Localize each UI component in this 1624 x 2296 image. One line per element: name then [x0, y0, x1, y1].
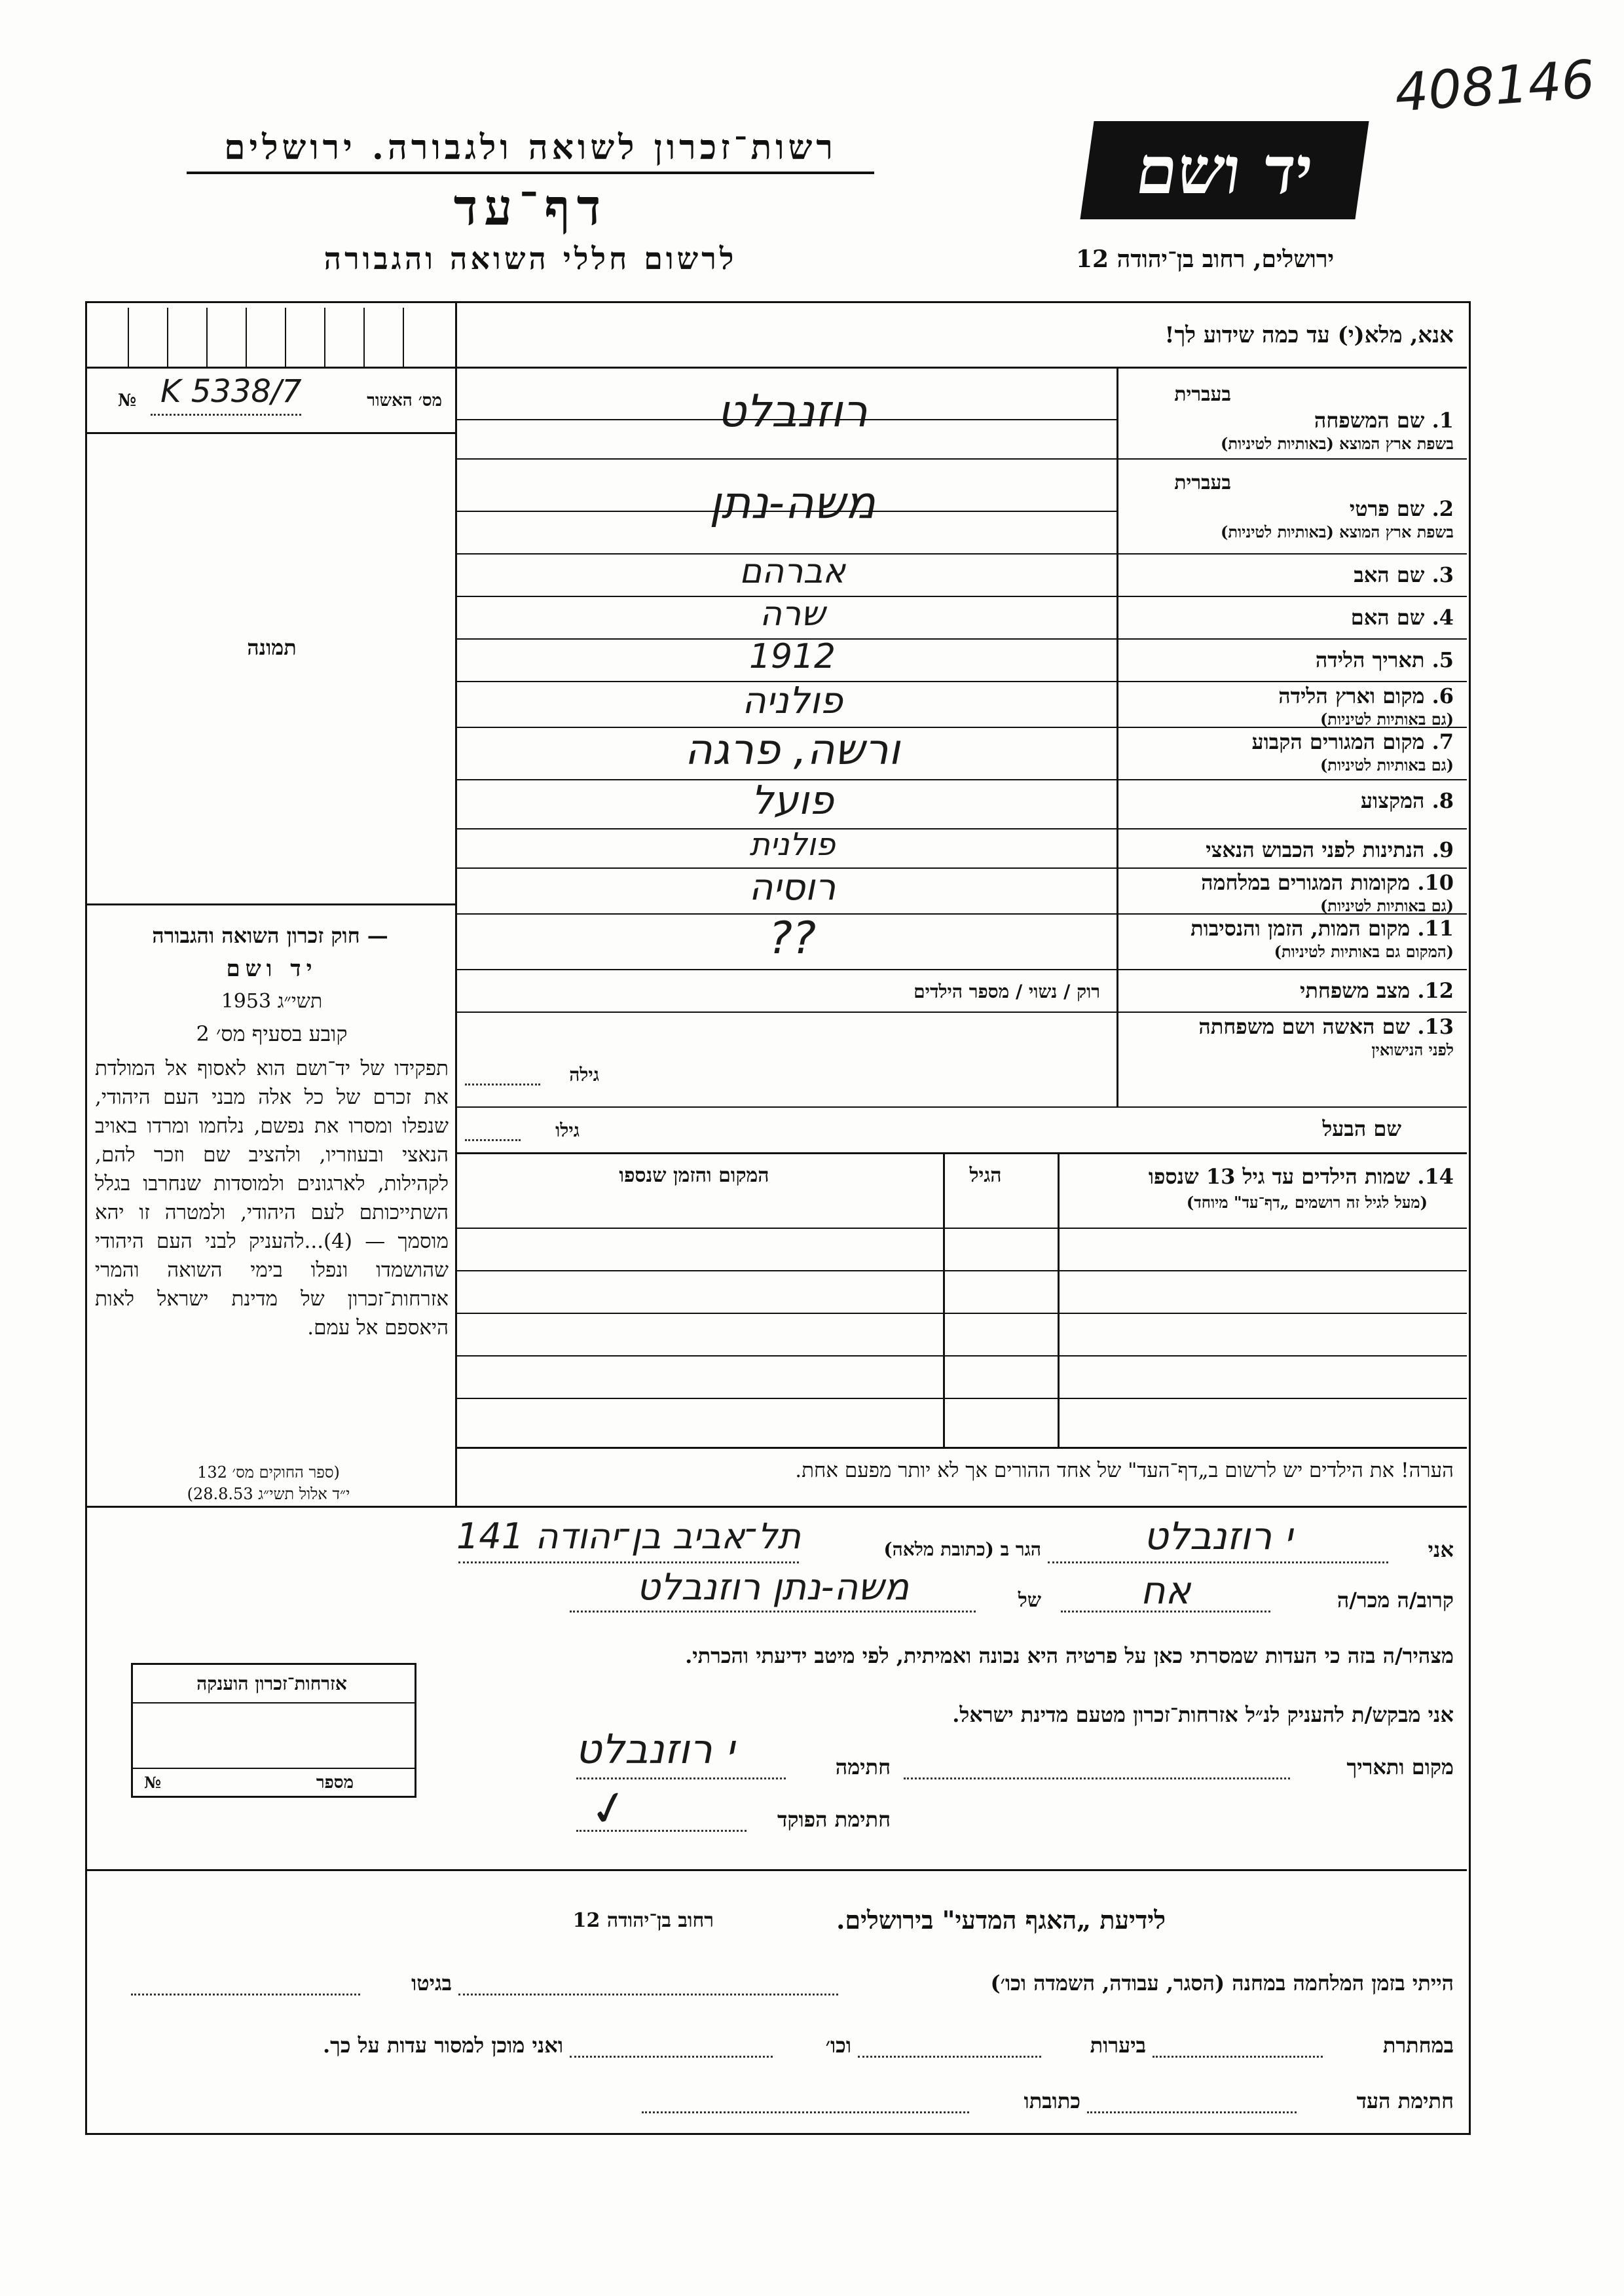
field-label-4: 4. שם האם [1350, 605, 1454, 630]
field-sublabel-10: (גם באותיות לטיניות) [1320, 896, 1454, 915]
field-sublabel-2: בשפת ארץ המוצא (באותיות לטיניות) [1221, 522, 1454, 541]
field-label-1: 1. שם המשפחה [1314, 408, 1454, 433]
footer-notice-title: לידיעת „האגף המדעי" בירושלים. [836, 1905, 1166, 1935]
form-subtitle: לרשום חללי השואה והגבורה [323, 241, 737, 276]
photo-label: תמונה [247, 635, 297, 660]
husband-label: שם הבעל [1322, 1116, 1401, 1141]
decl-lives-label: הגר ב (כתובת מלאה) [883, 1539, 1041, 1560]
law-section: קובע בסעיף מס׳ 2 [196, 1021, 348, 1046]
field-value-1: רוזנבלט [717, 385, 868, 437]
officer-signature: ✓ [583, 1777, 635, 1840]
field-value-6: פולניה [742, 680, 843, 722]
signature-value: י רוזנבלט [575, 1725, 735, 1773]
field-value-5: 1912 [749, 637, 836, 676]
citizenship-no-mark: № [144, 1773, 162, 1792]
wife-age-label: גילה [569, 1064, 599, 1085]
signature-label: חתימה [835, 1755, 891, 1779]
children-label: 14. שמות הילדים עד גיל 13 שנספו [1148, 1164, 1454, 1189]
in-hebrew-label: בעברית [1174, 383, 1231, 406]
field-label-5: 5. תאריך הלידה [1315, 647, 1454, 672]
field-sublabel-11: (המקום גם באותיות לטיניות) [1274, 942, 1454, 961]
decl-statement: מצהיר/ה בזה כי העדות שמסרתי כאן על פרטיה היא נכונה ואמיתית, לפי מיטב ידיעתי והכרתי. [685, 1643, 1454, 1668]
law-logo: יד ושם [226, 956, 318, 982]
children-sub: (מעל לגיל זה רושמים „דף־עד" מיוחד) [1186, 1193, 1428, 1212]
confirmation-value: K 5338/7 [160, 373, 302, 410]
field-sublabel-7: (גם באותיות לטיניות) [1320, 756, 1454, 774]
authority-title: רשות־זכרון לשואה ולגבורה. ירושלים [224, 128, 837, 168]
footer-etc-label: וכו׳ [825, 2033, 851, 2058]
witness-address: תל־אביב בן־יהודה 141 [456, 1516, 801, 1557]
of-name: משה-נתן רוזנבלט [637, 1566, 909, 1609]
footer-camp-label: הייתי בזמן המלחמה במחנה (הסגר, עבודה, השמדה וכו׳) [990, 1971, 1454, 1995]
field-label-11: 11. מקום המות, הזמן והנסיבות [1190, 916, 1454, 941]
field-value-3: אברהם [739, 552, 846, 591]
law-ref-1: (ספר החוקים מס׳ 132 [197, 1463, 340, 1482]
footer-witness-signature-label: חתימת העד [1356, 2088, 1454, 2113]
yad-vashem-logo: יד ושם [1080, 121, 1369, 219]
children-col-age: הגיל [969, 1164, 1002, 1187]
law-text: תפקידו של יד־ושם הוא לאסוף אל המולדת את זכרם של כל אלה מבני העם היהודי, שנפלו ומסרו את נפשם, נלחמו ומרדו באויב הנאצי ובעוזריו, ולהציב שם וזכר להם, לקהילות, לארגונים ולמוסדות שנחרבו בגלל השתייכותם לעם היהודי, ולמטרה זו יהא מוסמך — (4)...להעניק לבני העם היהודי שהושמדו ונפלו בימי השואה והמרי אזרחות־זכרון של מדינת ישראל לאות היאספם אל עמם. [95, 1057, 449, 1339]
footer-ghetto-label: בגיטו [411, 1971, 452, 1995]
field-value-8: פועל [750, 778, 834, 824]
header-address: ירושלים, רחוב בן־יהודה 12 [1075, 246, 1335, 273]
footer-forests-label: ביערות [1090, 2033, 1146, 2058]
form-intro: אנא, מלא(י) עד כמה שידוע לך! [1164, 322, 1454, 348]
field-value-9: פולנית [749, 827, 836, 863]
children-note: הערה! את הילדים יש לרשום ב„דף־העד" של אחד ההורים אך לא יותר מפעם אחת. [795, 1459, 1454, 1482]
field-value-10: רוסיה [748, 866, 836, 909]
citizenship-number-label: מספר [316, 1773, 354, 1793]
field-label-8: 8. המקצוע [1360, 788, 1454, 813]
field-label-12: 12. מצב משפחתי [1300, 978, 1454, 1003]
confirmation-no-mark: № [118, 391, 137, 410]
law-year: תשי״ג 1953 [221, 990, 323, 1013]
field-label-7: 7. מקום המגורים הקבוע [1251, 729, 1454, 754]
footer-notice-address: רחוב בן־יהודה 12 [572, 1909, 714, 1932]
form-title: דף־עד [453, 178, 608, 236]
decl-relative-label: קרוב/ה מכר/ה [1337, 1588, 1454, 1613]
field-label-6: 6. מקום וארץ הלידה [1278, 683, 1454, 708]
law-ref-2: י״ד אלול תשי״ג 28.8.53) [187, 1485, 350, 1503]
field-value-12: רוק / נשוי / מספר הילדים [913, 981, 1100, 1002]
decl-request: אני מבקש/ת להעניק לנ״ל אזרחות־זכרון מטעם מדינת ישראל. [952, 1702, 1454, 1727]
footer-underground-label: במחתרת [1382, 2033, 1454, 2058]
footer-address-label: כתובתו [1024, 2088, 1080, 2113]
confirmation-label: מס׳ האשור [367, 391, 442, 410]
in-hebrew-label: בעברית [1174, 471, 1231, 494]
field-value-4: שרה [760, 594, 825, 634]
field-value-2: משה-נתן [709, 477, 876, 529]
decl-of-label: של [1018, 1589, 1041, 1612]
field-value-11: ?? [768, 912, 817, 964]
field-sublabel-6: (גם באותיות לטיניות) [1320, 710, 1454, 729]
witness-name: י רוזנבלט [1143, 1514, 1293, 1558]
officer-signature-label: חתימת הפוקד [777, 1807, 891, 1832]
footer-testimony-label: ואני מוכן למסור עדות על כך. [322, 2033, 563, 2058]
field-sublabel-13: לפני הנישואין [1371, 1040, 1454, 1059]
field-label-2: 2. שם פרטי [1349, 496, 1454, 521]
relation-value: אח [1140, 1568, 1191, 1613]
archive-number: 408146 [1393, 48, 1597, 124]
field-label-3: 3. שם האב [1354, 562, 1454, 587]
children-col-place: המקום והזמן שנספו [619, 1164, 769, 1187]
field-label-13: 13. שם האשה ושם משפחתה [1198, 1014, 1454, 1039]
field-label-9: 9. הנתינות לפני הכבוש הנאצי [1206, 837, 1454, 862]
field-value-7: ורשה, פרגה [684, 725, 900, 774]
law-title: — חוק זכרון השואה והגבורה [152, 923, 388, 948]
citizenship-title: אזרחות־זכרון הוענקה [196, 1673, 347, 1694]
field-label-10: 10. מקומות המגורים במלחמה [1201, 870, 1454, 895]
field-sublabel-1: בשפת ארץ המוצא (באותיות לטיניות) [1221, 434, 1454, 453]
place-date-label: מקום ותאריך [1346, 1755, 1454, 1779]
decl-i-label: אני [1428, 1537, 1454, 1562]
husband-age-label: גילו [555, 1120, 580, 1141]
